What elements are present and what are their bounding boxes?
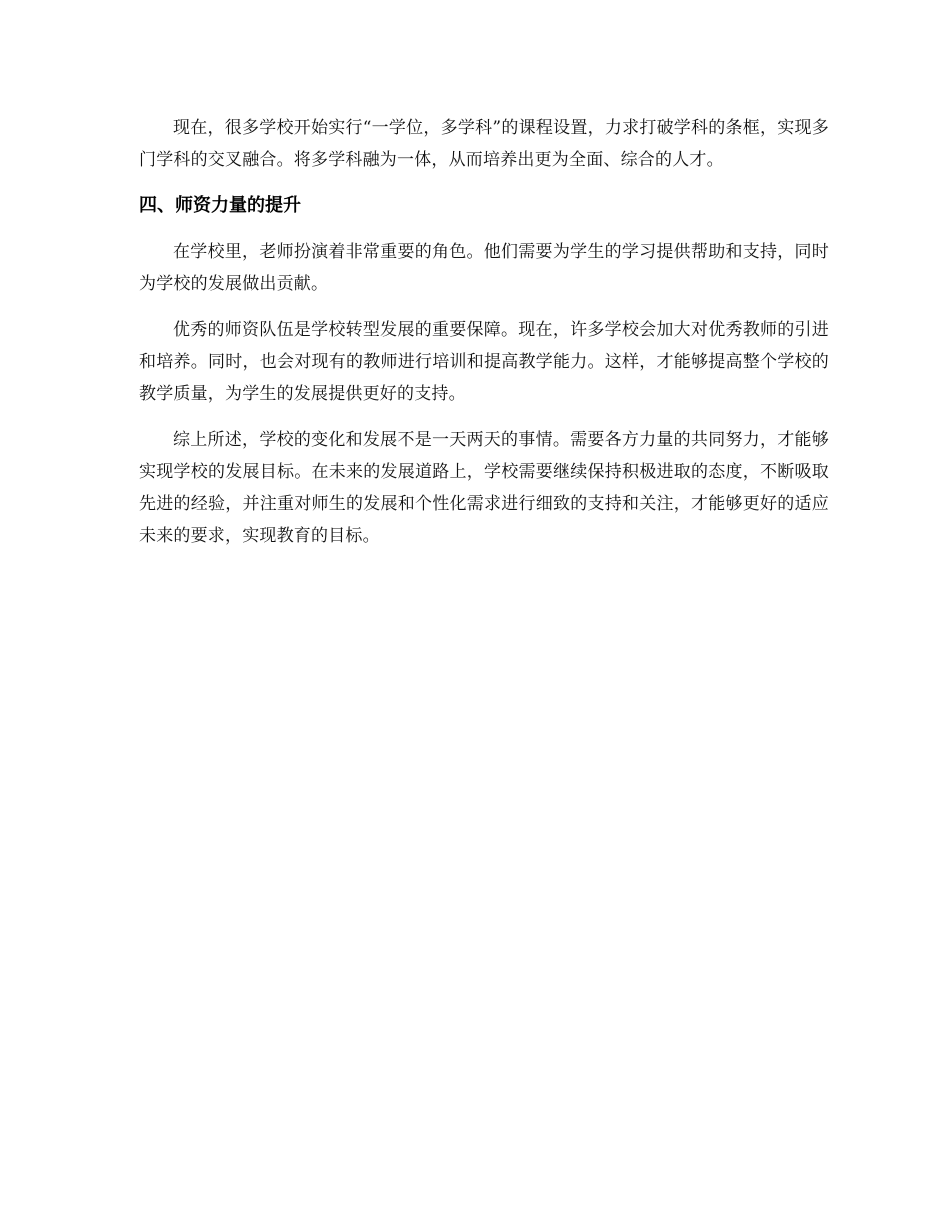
paragraph-teacher-role: 在学校里，老师扮演着非常重要的角色。他们需要为学生的学习提供帮助和支持，同时为学校的发展做出贡献。 [139,242,829,294]
section-heading: 四、师资力量的提升 [139,195,301,216]
paragraph-curriculum: 现在，很多学校开始实行“一学位，多学科”的课程设置，力求打破学科的条框，实现多门学科的交叉融合。将多学科融为一体，从而培养出更为全面、综合的人才。 [139,118,829,170]
paragraph-conclusion: 综上所述，学校的变化和发展不是一天两天的事情。需要各方力量的共同努力，才能够实现学校的发展目标。在未来的发展道路上，学校需要继续保持积极进取的态度，不断吸取先进的经验，并注重对师生的发展和个性化需求进行细致的支持和关注，才能够更好的适应未来的要求，实现教育的目标。 [139,430,829,546]
document-body [139,112,829,566]
paragraph-teaching-staff: 优秀的师资队伍是学校转型发展的重要保障。现在，许多学校会加大对优秀教师的引进和培养。同时，也会对现有的教师进行培训和提高教学能力。这样，才能够提高整个学校的教学质量，为学生的发展提供更好的支持。 [139,320,829,404]
